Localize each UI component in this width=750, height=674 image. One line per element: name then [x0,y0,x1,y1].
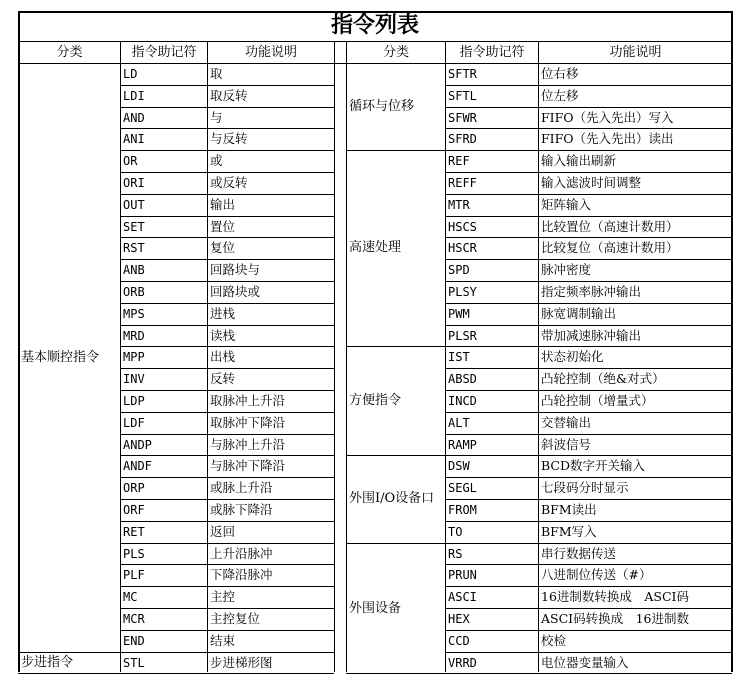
right-category-cell: 高速处理 [349,240,402,255]
page-title: 指令列表 [330,13,419,38]
right-function-cell: 串行数据传送 [541,546,617,561]
header-column-separator [207,41,208,63]
right-category-cell: 方便指令 [349,393,402,408]
right-mnemonic-cell: ABSD [448,372,477,386]
left-function-cell: 出栈 [210,349,236,364]
right-mnemonic-cell: TO [448,525,463,539]
left-mnemonic-cell: PLS [123,547,145,561]
right-function-cell: 输入滤波时间调整 [541,175,642,190]
left-function-cell: 步进梯形图 [210,655,273,670]
right-mnemonic-cell: RS [448,547,463,561]
left-function-cell: 与脉冲下降沿 [210,458,286,473]
center-divider-left [334,41,335,672]
right-mnemonic-cell: IST [448,350,470,364]
left-function-cell: 反转 [210,371,236,386]
right-mnemonic-cell: PRUN [448,568,477,582]
left-function-cell: 结束 [210,633,236,648]
left-category-cell: 基本顺控指令 [21,350,100,365]
left-function-cell: 或脉上升沿 [210,480,273,495]
right-mnemonic-cell: PLSR [448,329,477,343]
column-header: 分类 [56,45,83,60]
left-function-cell: 置位 [210,219,236,234]
right-mnemonic-cell: RAMP [448,438,477,452]
right-function-cell: 16进制数转换成 ASCI码 [541,589,689,604]
right-category-cell: 外围I/O设备口 [349,491,435,506]
column-header: 指令助记符 [459,45,525,60]
right-mnemonic-cell: HSCS [448,220,477,234]
right-mnemonic-cell: DSW [448,459,470,473]
left-function-cell: 取脉冲上升沿 [210,393,286,408]
right-function-cell: 脉冲密度 [541,262,592,277]
left-mnemonic-cell: PLF [123,568,145,582]
column-header: 功能说明 [244,45,297,60]
left-mnemonic-cell: LDI [123,89,145,103]
right-function-cell: FIFO（先入先出）读出 [541,131,674,146]
right-function-cell: 输入输出刷新 [541,153,617,168]
left-category-cell: 步进指令 [21,655,74,670]
right-function-cell: 脉宽调制输出 [541,306,617,321]
left-mnemonic-cell: AND [123,111,145,125]
right-function-cell: 比较置位（高速计数用） [541,219,679,234]
left-mnemonic-cell: MPP [123,350,145,364]
right-mnemonic-cell: PWM [448,307,470,321]
right-mnemonic-cell: SPD [448,263,470,277]
right-mnemonic-cell: HSCR [448,241,477,255]
left-mnemonic-cell: ORI [123,176,145,190]
right-mnemonic-cell: CCD [448,634,470,648]
right-mnemonic-cell: SFTL [448,89,477,103]
left-mnemonic-cell: MRD [123,329,145,343]
right-function-cell: 凸轮控制（增量式） [541,393,654,408]
left-mnemonic-cell: OUT [123,198,145,212]
right-mnemonic-cell: FROM [448,503,477,517]
left-function-cell: 或 [210,153,223,168]
right-mnemonic-cell: SFTR [448,67,477,81]
left-function-cell: 取反转 [210,88,248,103]
frame-right-border [731,11,733,672]
left-mnemonic-cell: SET [123,220,145,234]
left-mnemonic-cell: MPS [123,307,145,321]
header-column-separator [120,41,121,63]
right-function-cell: 七段码分时显示 [541,480,629,495]
left-mnemonic-cell: STL [123,656,145,670]
right-category-cell: 外围设备 [349,601,402,616]
right-category-cell: 循环与位移 [349,99,415,114]
left-function-cell: 主控复位 [210,611,261,626]
left-mnemonic-cell: ORF [123,503,145,517]
left-mnemonic-cell: RST [123,241,145,255]
left-function-cell: 复位 [210,240,236,255]
right-function-cell: ASCI码转换成 16进制数 [541,611,689,626]
right-mnemonic-cell: VRRD [448,656,477,670]
right-mnemonic-cell: SEGL [448,481,477,495]
right-mnemonic-cell: SFRD [448,132,477,146]
column-header: 功能说明 [609,45,662,60]
right-function-cell: 校检 [541,633,567,648]
left-function-cell: 进栈 [210,306,236,321]
column-header: 分类 [382,45,409,60]
right-function-cell: BFM写入 [541,524,597,539]
header-column-separator [445,41,446,63]
left-mnemonic-cell: INV [123,372,145,386]
header-column-separator [538,41,539,63]
left-function-cell: 主控 [210,589,236,604]
left-mnemonic-cell: OR [123,154,138,168]
right-function-cell: 交替输出 [541,415,592,430]
right-function-cell: 八进制位传送（#） [541,567,652,582]
right-function-cell: 指定频率脉冲输出 [541,284,642,299]
left-function-cell: 或反转 [210,175,248,190]
left-mnemonic-cell: MCR [123,612,145,626]
right-function-cell: BCD数字开关输入 [541,458,646,473]
right-function-cell: 带加减速脉冲输出 [541,328,642,343]
frame-left-border [18,11,20,672]
left-function-cell: 输出 [210,197,236,212]
left-mnemonic-cell: ANDF [123,459,152,473]
left-function-cell: 读栈 [210,328,236,343]
left-function-cell: 取 [210,66,223,81]
left-function-cell: 回路块与 [210,262,261,277]
left-mnemonic-cell: ANB [123,263,145,277]
center-divider-right [346,41,347,672]
right-mnemonic-cell: HEX [448,612,470,626]
left-function-cell: 下降沿脉冲 [210,567,273,582]
left-function-cell: 或脉下降沿 [210,502,273,517]
right-function-cell: 比较复位（高速计数用） [541,240,679,255]
left-function-cell: 与反转 [210,131,248,146]
right-function-cell: 位左移 [541,88,579,103]
right-mnemonic-cell: ASCI [448,590,477,604]
left-mnemonic-cell: LD [123,67,138,81]
left-mnemonic-cell: ANI [123,132,145,146]
left-mnemonic-cell: ORP [123,481,145,495]
right-mnemonic-cell: ALT [448,416,470,430]
left-function-cell: 返回 [210,524,236,539]
left-function-cell: 上升沿脉冲 [210,546,273,561]
left-mnemonic-cell: ANDP [123,438,152,452]
right-function-cell: 电位器变量输入 [541,655,629,670]
left-mnemonic-cell: MC [123,590,138,604]
left-mnemonic-cell: ORB [123,285,145,299]
left-function-cell: 与 [210,110,223,125]
right-function-cell: 矩阵输入 [541,197,592,212]
left-function-cell: 回路块或 [210,284,261,299]
right-function-cell: 状态初始化 [541,349,604,364]
right-function-cell: FIFO（先入先出）写入 [541,110,674,125]
right-mnemonic-cell: REF [448,154,470,168]
right-mnemonic-cell: INCD [448,394,477,408]
left-function-cell: 与脉冲上升沿 [210,437,286,452]
left-mnemonic-cell: LDF [123,416,145,430]
right-function-cell: BFM读出 [541,502,597,517]
frame-top-border [18,11,732,13]
right-function-cell: 位右移 [541,66,579,81]
left-mnemonic-cell: RET [123,525,145,539]
right-function-cell: 斜波信号 [541,437,592,452]
right-mnemonic-cell: SFWR [448,111,477,125]
left-mnemonic-cell: LDP [123,394,145,408]
right-mnemonic-cell: MTR [448,198,470,212]
right-mnemonic-cell: REFF [448,176,477,190]
column-header: 指令助记符 [131,45,197,60]
left-function-cell: 取脉冲下降沿 [210,415,286,430]
left-mnemonic-cell: END [123,634,145,648]
right-function-cell: 凸轮控制（绝&对式） [541,371,665,386]
right-mnemonic-cell: PLSY [448,285,477,299]
